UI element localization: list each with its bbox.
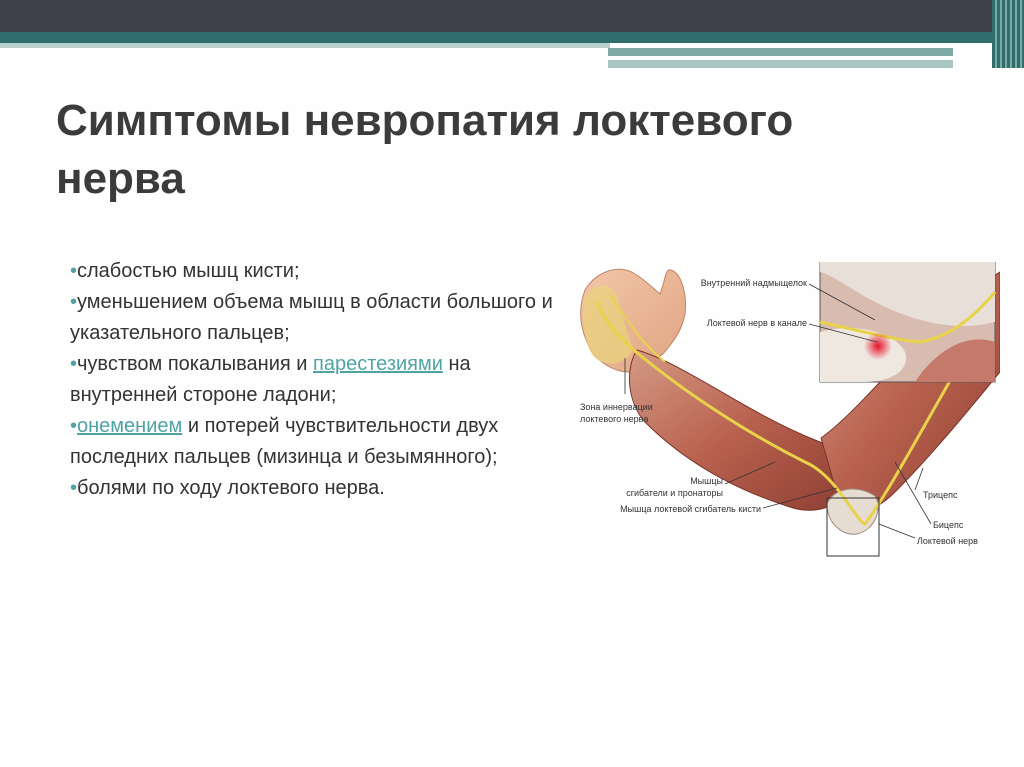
bullet-dot: • [70, 353, 78, 375]
inset-closeup [820, 262, 995, 382]
title-line-2: нерва [56, 154, 185, 203]
title-line-1: Симптомы невропатия локтевого [56, 96, 794, 145]
symptom-list [70, 256, 560, 504]
leader-line [879, 524, 915, 538]
paresthesia-link[interactable]: парестезиями [313, 353, 443, 375]
header-bar-accent-2 [608, 60, 953, 68]
label-flexor-muscles-1: Мышцы [690, 476, 723, 486]
bullet-dot: • [70, 291, 78, 313]
leader-line [915, 468, 923, 490]
bullet-text: болями по ходу локтевого нерва. [77, 477, 385, 499]
bullet-dot: • [70, 477, 78, 499]
label-nerve-in-canal: Локтевой нерв в канале [706, 318, 807, 328]
header-bar-dark [0, 0, 1024, 32]
label-triceps: Трицепс [923, 490, 958, 500]
bullet-text: чувством покалывания и [77, 353, 313, 375]
header-bar-edge [992, 0, 1024, 68]
header-bar-accent [608, 48, 953, 56]
label-ulnar-nerve: Локтевой нерв [917, 536, 978, 546]
header-bar-teal [0, 32, 1024, 43]
label-innervation-zone-1: Зона иннервации [580, 402, 653, 412]
bullet-text: и потерей чувствительности двух последних пальцев (мизинца и безымянного); [70, 415, 499, 468]
label-flexor-muscles-2: сгибатели и пронаторы [626, 488, 723, 498]
bullet-text: на внутренней стороне ладони; [70, 353, 471, 406]
list-item [70, 287, 560, 349]
label-ulnar-flexor: Мышца локтевой сгибатель кисти [620, 504, 761, 514]
list-item [70, 349, 560, 411]
list-item [70, 256, 560, 287]
numbness-link[interactable]: онемением [77, 415, 183, 437]
slide-title [56, 92, 936, 208]
label-inner-epicondyle: Внутренний надмыщелок [700, 278, 807, 288]
list-item [70, 473, 560, 504]
bullet-dot: • [70, 260, 78, 282]
label-biceps: Бицепс [933, 520, 964, 530]
bullet-dot: • [70, 415, 78, 437]
bullet-text: уменьшением объема мышц в области большого и указательного пальцев; [70, 291, 553, 344]
list-item [70, 411, 560, 473]
arm-anatomy-illustration [575, 262, 1000, 562]
header-bar-light [0, 43, 610, 48]
label-innervation-zone-2: локтевого нерва [580, 414, 649, 424]
bullet-text: слабостью мышц кисти; [77, 260, 300, 282]
